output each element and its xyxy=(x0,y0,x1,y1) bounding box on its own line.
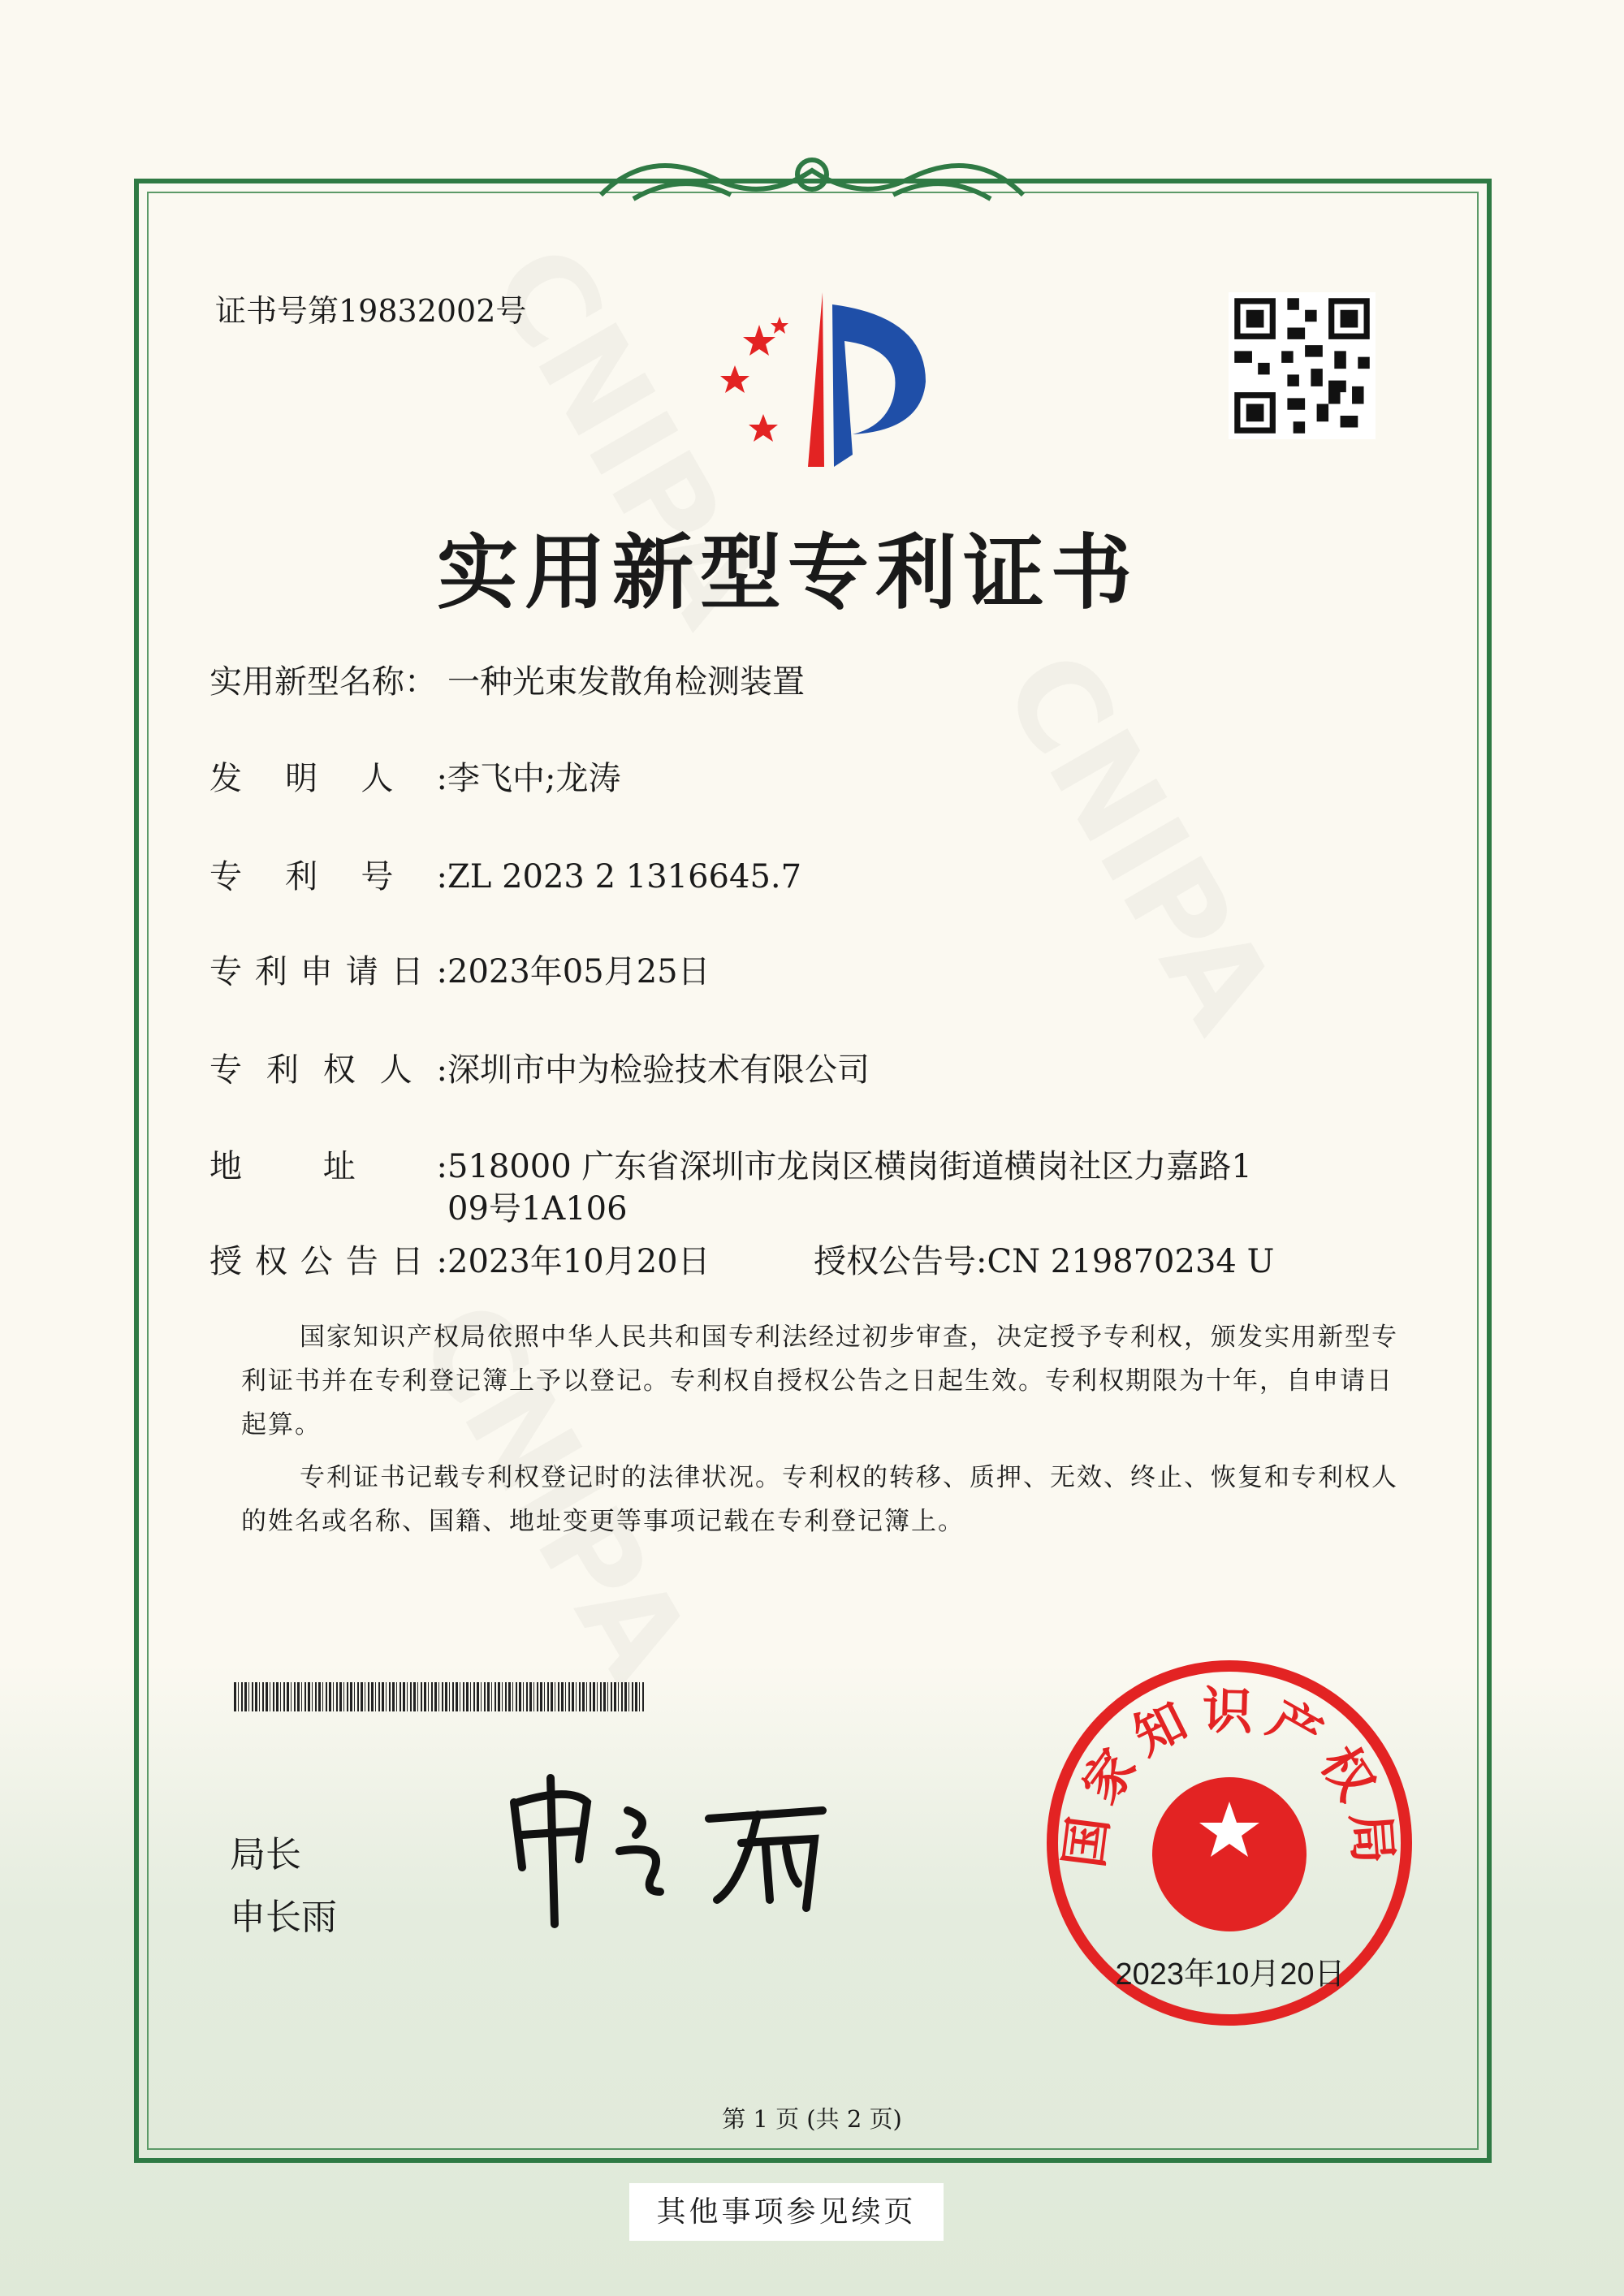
legal-status-statement: 专利证书记载专利权登记时的法律状况。专利权的转移、质押、无效、终止、恢复和专利权人的姓名或名称、国籍、地址变更等事项记载在专利登记簿上。 xyxy=(241,1463,1398,1536)
field-publication-number: 授权公告号:CN 219870234 U xyxy=(814,1243,1275,1280)
field-name: 实用新型名称： 一种光束发散角检测装置 xyxy=(209,663,805,701)
page-number: 第 1 页 (共 2 页) xyxy=(722,2105,902,2133)
seal-date: 2023年10月20日 xyxy=(1115,1957,1345,1992)
field-inventor: 发明人:李飞中;龙涛 xyxy=(209,760,621,797)
barcode xyxy=(234,1682,644,1711)
cnipa-logo xyxy=(702,292,930,471)
signatory-title: 局长 xyxy=(230,1834,301,1875)
field-publication-date: 授权公告日:2023年10月20日 xyxy=(209,1243,710,1280)
grant-statement: 国家知识产权局依照中华人民共和国专利法经过初步审查，决定授予专利权，颁发实用新型专利证书并在专利登记簿上予以登记。专利权自授权公告之日起生效。专利权期限为十年，自申请日起算。 xyxy=(241,1323,1398,1439)
ornament-top xyxy=(585,138,1039,219)
svg-text:国家知识产权局: 国家知识产权局 xyxy=(1058,1681,1401,1877)
document-title: 实用新型专利证书 xyxy=(437,525,1138,620)
signatory-name: 申长雨 xyxy=(230,1897,337,1938)
certificate-number: 证书号第19832002号 xyxy=(215,293,527,329)
field-address-line2: 09号1A106 xyxy=(447,1190,628,1228)
field-patent-number: 专利号:ZL 2023 2 1316645.7 xyxy=(209,858,802,896)
qr-code xyxy=(1229,292,1376,439)
field-patentee: 专利权人:深圳市中为检验技术有限公司 xyxy=(209,1051,870,1089)
handwritten-signature xyxy=(498,1770,839,1932)
field-address: 地址:518000 广东省深圳市龙岗区横岗街道横岗社区力嘉路1 xyxy=(209,1148,1252,1185)
field-application-date: 专利申请日:2023年05月25日 xyxy=(209,953,710,990)
continued-note: 其他事项参见续页 xyxy=(629,2183,944,2241)
